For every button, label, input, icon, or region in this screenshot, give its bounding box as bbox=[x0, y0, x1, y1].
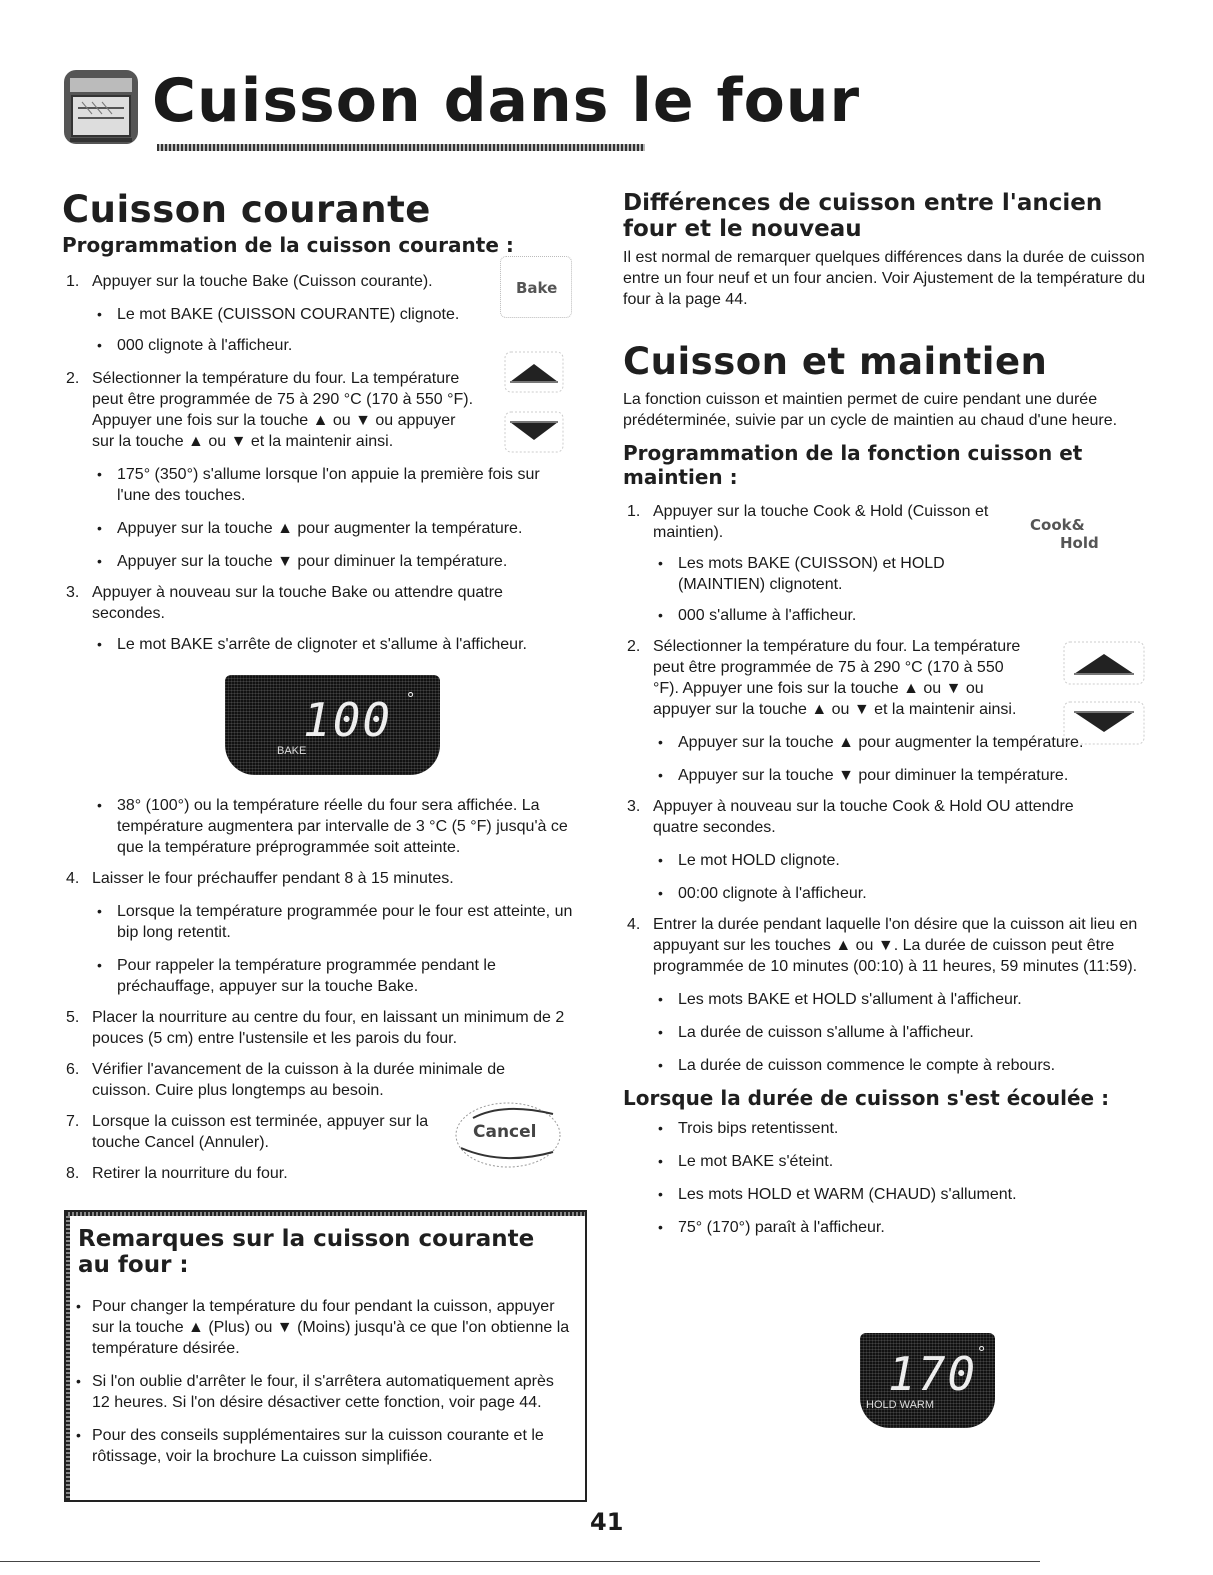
bullet: • Trois bips retentissent. bbox=[623, 1118, 1153, 1139]
bullet: • Appuyer sur la touche ▼ pour diminuer la température. bbox=[623, 765, 1153, 786]
bullet: • Appuyer sur la touche ▲ pour augmenter la température. bbox=[623, 732, 1153, 753]
bullet: • 75° (170°) paraît à l'afficheur. bbox=[623, 1217, 1153, 1238]
bullet: • Les mots HOLD et WARM (CHAUD) s'allument. bbox=[623, 1184, 1153, 1205]
diff-text: Il est normal de remarquer quelques différences dans la durée de cuisson entre un four neuf et un four ancien. Voir Ajustement de la température du four à la page 44. bbox=[623, 248, 1146, 308]
diff-title: Différences de cuisson entre l'ancien four et le nouveau bbox=[623, 190, 1103, 243]
step-6: 6. Vérifier l'avancement de la cuisson à la durée minimale de cuisson. Cuire plus longtemps au besoin. bbox=[66, 1060, 506, 1099]
notes-title: Remarques sur la cuisson courante au four : bbox=[78, 1226, 535, 1279]
bullet: • Le mot BAKE (CUISSON COURANTE) clignote. bbox=[62, 304, 472, 325]
oven-icon bbox=[62, 68, 140, 146]
bullet: • 000 clignote à l'afficheur. bbox=[62, 335, 472, 356]
bullet: • Les mots BAKE (CUISSON) et HOLD (MAINTIEN) clignotent. bbox=[623, 553, 1003, 595]
step-8: 8. Retirer la nourriture du four. bbox=[66, 1164, 288, 1182]
step-3: 3. Appuyer à nouveau sur la touche Bake ou attendre quatre secondes. bbox=[66, 583, 503, 622]
bullet: • La durée de cuisson s'allume à l'afficheur. bbox=[623, 1022, 1148, 1043]
subtitle-programmation-maintien: Programmation de la fonction cuisson et maintien : bbox=[623, 440, 1083, 489]
bullet: • 175° (350°) s'allume lorsque l'on appuie la première fois sur l'une des touches. bbox=[62, 464, 562, 506]
bullet: • Appuyer sur la touche ▼ pour diminuer la température. bbox=[62, 551, 562, 572]
step-1: 1. Appuyer sur la touche Bake (Cuisson courante). bbox=[66, 272, 433, 290]
step-4: 4. Entrer la durée pendant laquelle l'on désire que la cuisson ait lieu en appuyant sur les touches ▲ ou ▼. La durée de cuisson peut être programmée de 10 minutes (00:10) à 11 heures, 59 minutes (11:59). bbox=[627, 915, 1138, 975]
step-2: 2. Sélectionner la température du four. La température peut être programmée de 75 à 290 °C (170 à 550 °F). Appuyer une fois sur la touche ▲ ou ▼ ou appuyer sur la touche ▲ ou ▼ et la maintenir ainsi. bbox=[66, 369, 474, 450]
section-title-cuisson-courante: Cuisson courante bbox=[62, 188, 431, 231]
intro-text: La fonction cuisson et maintien permet de cuire pendant une durée prédéterminée, suivie par un cycle de maintien au chaud d'une heure. bbox=[623, 390, 1118, 429]
page-title: Cuisson dans le four bbox=[152, 66, 861, 136]
bullet: • Le mot HOLD clignote. bbox=[623, 850, 1103, 871]
arrow-keys-right bbox=[1060, 640, 1150, 750]
step-2: 2. Sélectionner la température du four. La température peut être programmée de 75 à 290 °C (170 à 550 °F). Appuyer une fois sur la touche ▲ ou ▼ ou appuyer sur la touche ▲ ou ▼ et la maintenir ainsi. bbox=[627, 637, 1021, 718]
bullet: • Le mot BAKE s'arrête de clignoter et s'allume à l'afficheur. bbox=[62, 634, 562, 655]
page-header bbox=[62, 60, 861, 155]
page-number: 41 bbox=[590, 1508, 624, 1536]
note-item: • Si l'on oublie d'arrêter le four, il s'arrêtera automatiquement après 12 heures. Si l'on désire désactiver cette fonction, voir page 44. bbox=[70, 1371, 575, 1413]
step-7: 7. Lorsque la cuisson est terminée, appuyer sur la touche Cancel (Annuler). bbox=[66, 1112, 429, 1151]
arrow-keys bbox=[500, 350, 570, 460]
bullet: • Le mot BAKE s'éteint. bbox=[623, 1151, 1153, 1172]
oven-display-bake: 100 ° BAKE bbox=[225, 675, 440, 775]
oven-display-hold-warm: 170 ° HOLD WARM bbox=[860, 1333, 995, 1428]
bullet: • 000 s'allume à l'afficheur. bbox=[623, 605, 1003, 626]
step-5: 5. Placer la nourriture au centre du four, en laissant un minimum de 2 pouces (5 cm) entre l'ustensile et les parois du four. bbox=[66, 1008, 565, 1047]
title-underline bbox=[157, 144, 645, 151]
step-4: 4. Laisser le four préchauffer pendant 8 à 15 minutes. bbox=[66, 869, 454, 887]
bullet: • Lorsque la température programmée pour le four est atteinte, un bip long retentit. bbox=[62, 901, 582, 943]
bullet: • 00:00 clignote à l'afficheur. bbox=[623, 883, 1103, 904]
step-1: 1. Appuyer sur la touche Cook & Hold (Cuisson et maintien). bbox=[627, 502, 989, 541]
subtitle-programmation: Programmation de la cuisson courante : bbox=[62, 232, 514, 257]
cancel-key: Cancel bbox=[453, 1100, 563, 1170]
step-3: 3. Appuyer à nouveau sur la touche Cook & Hold OU attendre quatre secondes. bbox=[627, 797, 1074, 836]
bullet: • Appuyer sur la touche ▲ pour augmenter la température. bbox=[62, 518, 562, 539]
bake-key: Bake bbox=[500, 256, 572, 318]
bullet: • 38° (100°) ou la température réelle du four sera affichée. La température augmentera par intervalle de 3 °C (5 °F) jusqu'à ce que la température préprogrammée soit atteinte. bbox=[62, 795, 582, 858]
note-item: • Pour changer la température du four pendant la cuisson, appuyer sur la touche ▲ (Plus) ou ▼ (Moins) jusqu'à ce que l'on obtienne la température désirée. bbox=[70, 1296, 575, 1359]
section-title-cuisson-maintien: Cuisson et maintien bbox=[623, 339, 1048, 383]
notes-box bbox=[64, 1210, 587, 1502]
bullet: • Pour rappeler la température programmée pendant le préchauffage, appuyer sur la touche Bake. bbox=[62, 955, 582, 997]
cook-hold-key: Cook& Hold bbox=[1030, 516, 1099, 552]
bottom-rule bbox=[0, 1561, 1040, 1562]
elapsed-title: Lorsque la durée de cuisson s'est écoulée : bbox=[623, 1085, 1110, 1110]
bullet: • La durée de cuisson commence le compte à rebours. bbox=[623, 1055, 1148, 1076]
note-item: • Pour des conseils supplémentaires sur la cuisson courante et le rôtissage, voir la brochure La cuisson simplifiée. bbox=[70, 1425, 575, 1467]
bullet: • Les mots BAKE et HOLD s'allument à l'afficheur. bbox=[623, 989, 1148, 1010]
